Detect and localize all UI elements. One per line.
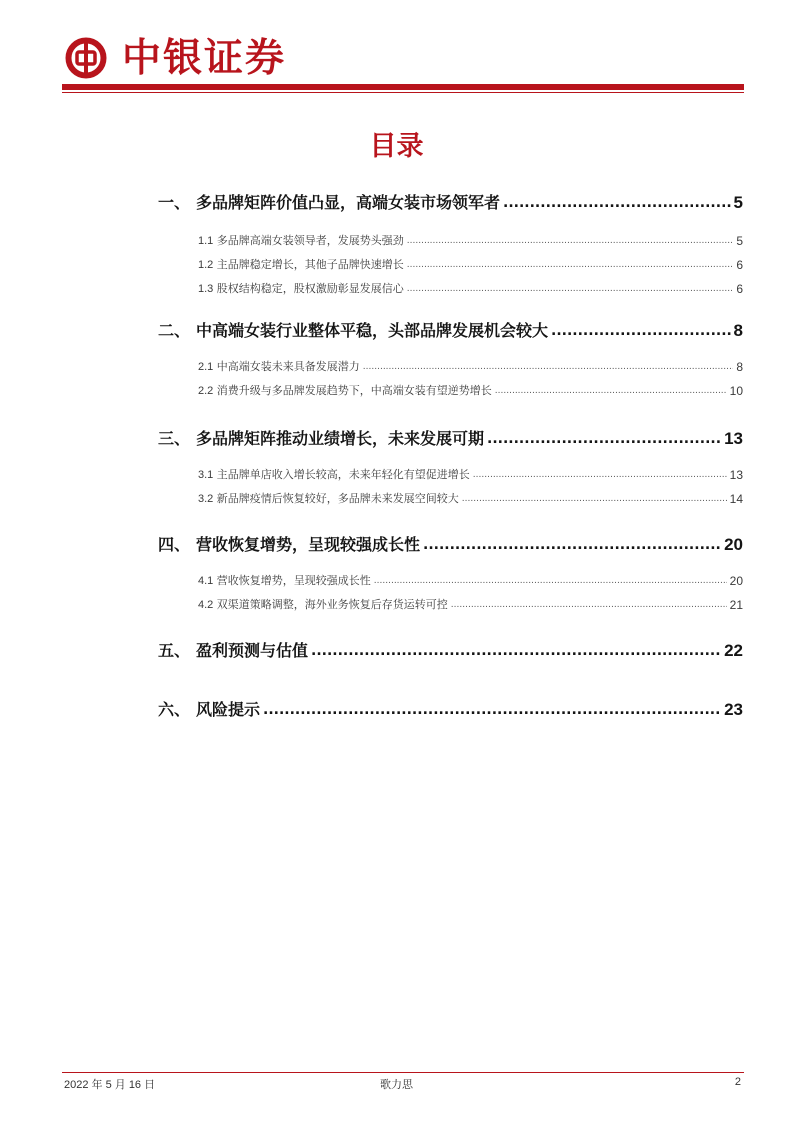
toc-section-6[interactable] bbox=[158, 697, 743, 720]
toc-subsection-page: 21 bbox=[729, 598, 743, 612]
toc-section-number: 四、 bbox=[158, 535, 191, 554]
toc-subsection-number: 1.1 bbox=[198, 235, 214, 247]
toc-leader-dots bbox=[495, 387, 727, 396]
toc-subsection-3-1[interactable] bbox=[198, 466, 743, 482]
toc-subsection-number: 3.2 bbox=[198, 493, 214, 505]
toc-subsection-page: 20 bbox=[729, 574, 743, 588]
toc-section-page: 22 bbox=[724, 641, 743, 660]
toc-leader-dots bbox=[407, 237, 734, 246]
toc-subsection-2-1[interactable] bbox=[198, 358, 743, 374]
toc-subsection-2-2[interactable] bbox=[198, 382, 743, 398]
toc-subsection-title: 主品牌稳定增长，其他子品牌快速增长 bbox=[216, 258, 404, 271]
toc-section-number: 三、 bbox=[158, 429, 191, 448]
header-divider bbox=[62, 84, 744, 90]
toc-section-title: 多品牌矩阵推动业绩增长，未来发展可期 bbox=[196, 429, 485, 448]
toc-leader-dots bbox=[462, 495, 727, 504]
toc-section-5[interactable] bbox=[158, 638, 743, 661]
toc-subsection-title: 股权结构稳定，股权激励彰显发展信心 bbox=[216, 282, 404, 295]
toc-section-title: 盈利预测与估值 bbox=[196, 641, 309, 660]
toc-section-2[interactable] bbox=[158, 318, 743, 341]
toc-leader-dots bbox=[374, 577, 727, 586]
toc-leader-dots bbox=[407, 261, 734, 270]
toc-leader-dots bbox=[473, 471, 727, 480]
toc-subsection-page: 14 bbox=[729, 492, 743, 506]
toc-subsection-page: 6 bbox=[736, 282, 743, 296]
toc-leader-dots bbox=[311, 644, 721, 658]
toc-subsection-number: 4.1 bbox=[198, 575, 214, 587]
toc-leader-dots bbox=[451, 601, 727, 610]
toc-title: 目录 bbox=[369, 131, 424, 162]
toc-leader-dots bbox=[263, 703, 721, 717]
brand-name: 中银证券 bbox=[122, 35, 287, 81]
toc-subsection-title: 中高端女装未来具备发展潜力 bbox=[216, 360, 360, 373]
toc-subsection-page: 5 bbox=[736, 234, 743, 248]
toc-leader-dots bbox=[407, 285, 734, 294]
toc-section-page: 20 bbox=[724, 535, 743, 554]
toc-subsection-1-2[interactable] bbox=[198, 256, 743, 272]
toc-section-title: 营收恢复增势，呈现较强成长性 bbox=[196, 535, 421, 554]
footer-page-number: 2 bbox=[734, 1076, 741, 1088]
toc-subsection-number: 1.2 bbox=[198, 259, 214, 271]
toc-section-number: 一、 bbox=[158, 193, 191, 212]
toc-section-title: 中高端女装行业整体平稳，头部品牌发展机会较大 bbox=[196, 321, 549, 340]
toc-leader-dots bbox=[487, 432, 721, 446]
toc-leader-dots bbox=[363, 363, 734, 372]
toc-subsection-number: 2.2 bbox=[198, 385, 214, 397]
toc-subsection-number: 2.1 bbox=[198, 361, 214, 373]
toc-section-number: 二、 bbox=[158, 321, 191, 340]
toc-section-page: 8 bbox=[733, 321, 743, 340]
toc-subsection-page: 13 bbox=[729, 468, 743, 482]
toc-subsection-title: 主品牌单店收入增长较高，未来年轻化有望促进增长 bbox=[216, 468, 470, 481]
toc-subsection-number: 4.2 bbox=[198, 599, 214, 611]
toc-leader-dots bbox=[503, 196, 731, 210]
toc-section-page: 5 bbox=[733, 193, 743, 212]
toc-subsection-title: 多品牌高端女装领导者，发展势头强劲 bbox=[216, 234, 404, 247]
toc-subsection-page: 8 bbox=[736, 360, 743, 374]
toc-section-page: 23 bbox=[724, 700, 743, 719]
toc-section-title: 多品牌矩阵价值凸显，高端女装市场领军者 bbox=[196, 193, 501, 212]
toc-subsection-title: 消费升级与多品牌发展趋势下，中高端女装有望逆势增长 bbox=[216, 384, 492, 397]
toc-subsection-number: 3.1 bbox=[198, 469, 214, 481]
toc-subsection-1-1[interactable] bbox=[198, 232, 743, 248]
toc-subsection-page: 6 bbox=[736, 258, 743, 272]
toc-subsection-number: 1.3 bbox=[198, 283, 214, 295]
footer-author: 歌力思 bbox=[380, 1078, 413, 1091]
toc-subsection-3-2[interactable] bbox=[198, 490, 743, 506]
toc-leader-dots bbox=[551, 324, 731, 338]
toc-subsection-title: 双渠道策略调整，海外业务恢复后存货运转可控 bbox=[216, 598, 448, 611]
toc-section-page: 13 bbox=[724, 429, 743, 448]
toc-subsection-1-3[interactable] bbox=[198, 280, 743, 296]
toc-section-1[interactable] bbox=[158, 190, 743, 213]
bank-of-china-logo-icon bbox=[64, 36, 108, 80]
toc-subsection-4-1[interactable] bbox=[198, 572, 743, 588]
footer-divider bbox=[62, 1072, 744, 1073]
footer-date: 2022 年 5 月 16 日 bbox=[64, 1079, 156, 1091]
toc-subsection-title: 新品牌疫情后恢复较好，多品牌未来发展空间较大 bbox=[216, 492, 459, 505]
toc-leader-dots bbox=[423, 538, 721, 552]
toc-subsection-title: 营收恢复增势，呈现较强成长性 bbox=[216, 574, 371, 587]
header-divider-thin bbox=[62, 92, 744, 93]
toc-section-title: 风险提示 bbox=[196, 700, 261, 719]
toc-section-4[interactable] bbox=[158, 532, 743, 555]
toc-subsection-4-2[interactable] bbox=[198, 596, 743, 612]
toc-section-number: 五、 bbox=[158, 641, 191, 660]
toc-subsection-page: 10 bbox=[729, 384, 743, 398]
toc-section-number: 六、 bbox=[158, 700, 191, 719]
toc-section-3[interactable] bbox=[158, 426, 743, 449]
